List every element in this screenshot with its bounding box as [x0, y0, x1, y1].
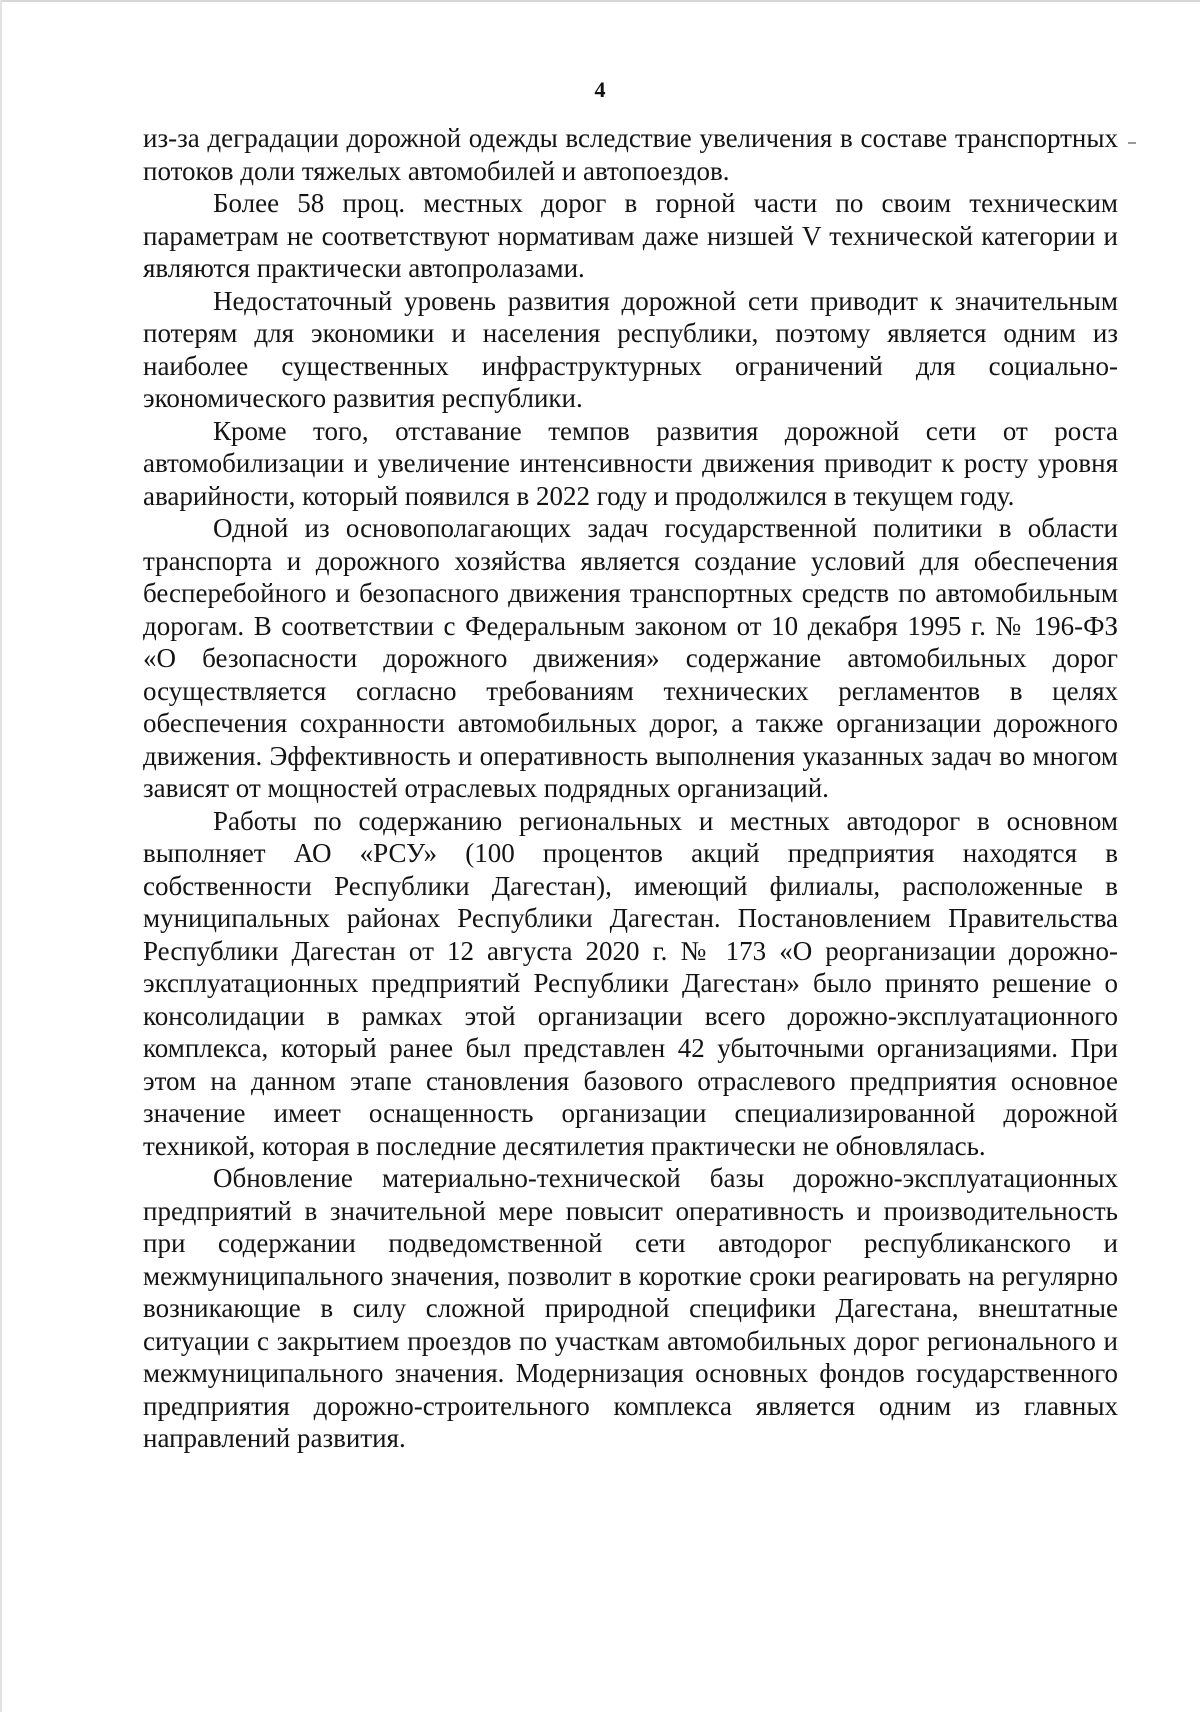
page-number: 4: [594, 77, 606, 102]
paragraph-3: Недостаточный уровень развития дорожной сети приводит к значительным потерям для экономики и населения республики, поэтому является одним из наиболее существенных инфраструктурных ограничений для социально-экономического развития республики.: [143, 285, 1118, 413]
paragraph-4: Кроме того, отставание темпов развития дорожной сети от роста автомобилизации и увеличение интенсивности движения приводит к росту уровня аварийности, который появился в 2022 году и продолжился в текущем году.: [143, 415, 1118, 511]
margin-mark: [1128, 142, 1136, 144]
paragraph-6: Работы по содержанию региональных и местных автодорог в основном выполняет АО «РСУ» (100 процентов акций предприятия находятся в собственности Республики Дагестан), имеющий филиалы, расположенные в муниципальных районах Республики Дагестан. Постановлением Правительства Республики Дагестан от 12 августа 2020 г. № 173 «О реорганизации дорожно-эксплуатационных предприятий Республики Дагестан» было принято решение о консолидации в рамках этой организации всего дорожно-эксплуатационного комплекса, который ранее был представлен 42 убыточными организациями. При этом на данном этапе становления базового отраслевого предприятия основное значение имеет оснащенность организации специализированной дорожной техникой, которая в последние десятилетия практически не обновлялась.: [143, 805, 1118, 1161]
paragraph-5: Одной из основополагающих задач государственной политики в области транспорта и дорожного хозяйства является создание условий для обеспечения бесперебойного и безопасного движения транспортных средств по автомобильным дорогам. В соответствии с Федеральным законом от 10 декабря 1995 г. № 196-ФЗ «О безопасности дорожного движения» содержание автомобильных дорог осуществляется согласно требованиям технических регламентов в целях обеспечения сохранности автомобильных дорог, а также организации дорожного движения. Эффективность и оперативность выполнения указанных задач во многом зависят от мощностей отраслевых подрядных организаций.: [143, 513, 1118, 803]
paragraph-7: Обновление материально-технической базы дорожно-эксплуатационных предприятий в значительной мере повысит оперативность и производительность при содержании подведомственной сети автодорог республиканского и межмуниципального значения, позволит в короткие сроки реагировать на регулярно возникающие в силу сложной природной специфики Дагестана, внештатные ситуации с закрытием проездов по участкам автомобильных дорог регионального и межмуниципального значения. Модернизация основных фондов государственного предприятия дорожно-строительного комплекса является одним из главных направлений развития.: [143, 1163, 1118, 1453]
paragraph-2: Более 58 проц. местных дорог в горной части по своим техническим параметрам не соответствуют нормативам даже низшей V технической категории и являются практически автопролазами.: [143, 188, 1118, 283]
scan-edge-top: [0, 0, 1200, 2]
document-body: [143, 122, 1118, 1455]
scan-edge-left: [0, 0, 2, 1712]
paragraph-1: из-за деградации дорожной одежды вследствие увеличения в составе транспортных потоков доли тяжелых автомобилей и автопоездов.: [143, 123, 1118, 186]
